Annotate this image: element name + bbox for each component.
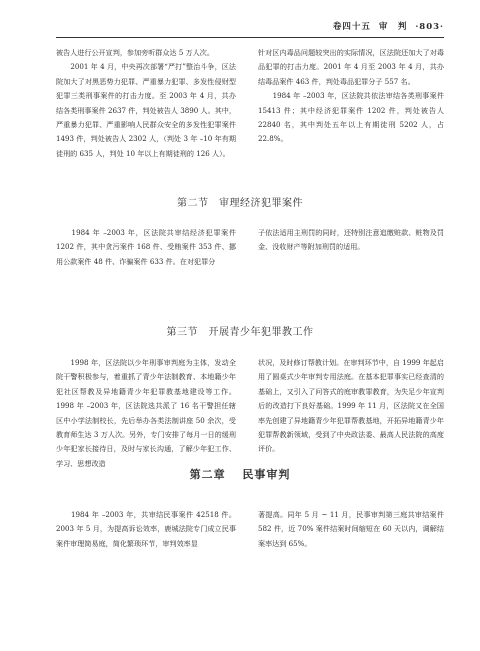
section3-right-column: 状况，及时修订帮教计划。在审判环节中，自 1999 年起启用了圆桌式少年审判专用法庭。在基本犯罪事实已经查清的基础上，又引入了问答式的庭审教罪教育，为失足少年宣判后的改造打下良好基础。1999 年 11 月，区法院又在全国率先创建了异地籍青少年犯罪帮教基地，开拓异地籍青少年犯罪帮教新领域，受到了中央政法委、最高人民法院的高度评价。 — [258, 358, 444, 454]
header-rule — [56, 37, 444, 38]
section-heading: 第三节 开展青少年犯罪教工作 — [166, 327, 314, 338]
page-header — [329, 20, 444, 32]
chapter-title: 民事审判 — [242, 468, 291, 481]
volume-label: 卷四十五 — [332, 22, 371, 32]
section4-left-column: 1984 年 –2003 年，共审结民事案件 42518 件。2003 年 5 月，为提高诉讼效率，鹿城法院专门成立民事案件审理简易庭，简化繁琐环节，审判效率显 — [56, 510, 236, 548]
intro-left-column: 被告人进行公开宣判，参加旁听群众达 5 万人次。 2001 年 4 月，中央再次部署“严打”整治斗争，区法院加大了对黑恶势力犯罪、严重暴力犯罪、多发性侵财型犯罪三类刑事案件的打击力度。至 2003 年 4 月，共办结各类刑事案件 2637 件，判处被告人 3890 人。其中，严重暴力犯罪、严重影响人民群众安全的多发性犯罪案件 1493 件，判处被告人 2302 人，（判处 3 年 –10 年有期徒刑的 635 人，判处 10 年以上有期徒刑的 126 人）。 — [56, 48, 236, 158]
intro-right-column: 针对区内毒品问题较突出的实际情况，区法院还加大了对毒品犯罪的打击力度。2001 年 4 月至 2003 年 4 月，共办结毒品案件 463 件，判处毒品犯罪分子 557 名。 1984 年 –2003 年，区法院共依法审结各类刑事案件 15413 件；其中经济犯罪案件 1202 件，判处被告人 22840 名，其中判处五年以上有期徒刑 5202 人，占 22.8%。 — [258, 48, 444, 144]
section-label: 审 判 — [378, 22, 408, 32]
page-number: ·803· — [415, 22, 444, 32]
section4-right-column: 著提高。同年 5 月 ~ 11 月，民事审判第三庭共审结案件 582 件，近 70% 案件结案时间缩短在 60 天以内，调解结案率达到 65%。 — [258, 510, 444, 548]
section3-left-column: 1998 年，区法院以少年刑事审判庭为主体，发动全院干警积极参与，着重抓了青少年法制教育、本地籍少年犯社区帮教及异地籍青少年犯罪教基地建设等工作。1998 年 –2003 年，区法院选共派了 16 名干警担任辖区中小学法制校长，先后举办各类法制讲座 50 余次，受教育师生达 3 万人次。另外，专门安排了每月一日的缓刑少年犯家长接待日，及时与家长沟通，了解少年犯工作、学习、思想改造 — [56, 358, 236, 468]
section-heading: 第二节 审理经济犯罪案件 — [177, 198, 303, 209]
section2-left-column: 1984 年 –2003 年，区法院共审结经济犯罪案件 1202 件，其中贪污案件 168 件、受贿案件 353 件、挪用公款案件 48 件、诈骗案件 633 件。在对犯罪分 — [56, 228, 236, 266]
chapter-heading — [0, 466, 480, 482]
section2-right-column: 子依法适用主刑罚的同时，还特别注意追缴赃款、赃物及罚金、没收财产等附加刑罚的适用。 — [258, 228, 444, 252]
chapter-number: 第二章 — [189, 468, 226, 481]
